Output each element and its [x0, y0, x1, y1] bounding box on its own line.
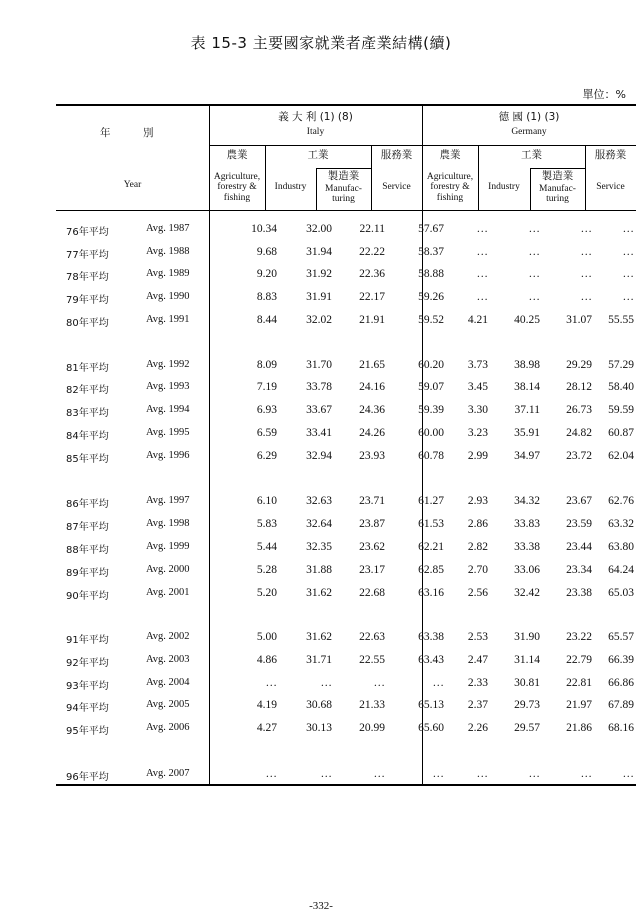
table-row — [56, 541, 636, 557]
col-agri-en: Agriculture, forestry & fishing — [426, 172, 474, 203]
cell-value: 34.32 — [514, 495, 540, 507]
cell-value: 2.99 — [467, 450, 488, 462]
cell-value: 2.26 — [467, 722, 488, 734]
header-subrule — [209, 145, 636, 146]
cell-value: 61.53 — [418, 518, 444, 530]
row-year-en: Avg. 1992 — [146, 359, 190, 370]
cell-value: 60.00 — [418, 427, 444, 439]
cell-value: 60.78 — [418, 450, 444, 462]
cell-value: 66.86 — [608, 677, 634, 689]
row-year-en: Avg. 1989 — [146, 268, 190, 279]
cell-value: 23.72 — [566, 450, 592, 462]
row-year-en: Avg. 1987 — [146, 223, 190, 234]
col-manuf-en: Manufac-turing — [325, 184, 362, 205]
row-year-zh: 90年平均 — [66, 591, 109, 602]
table-row — [56, 246, 636, 262]
cell-value: … — [528, 291, 540, 303]
cell-value: 61.27 — [418, 495, 444, 507]
row-year-en: Avg. 1988 — [146, 246, 190, 257]
cell-value: 23.22 — [566, 631, 592, 643]
cell-value: 63.16 — [418, 587, 444, 599]
col-industry-zh: 工業 — [521, 149, 542, 161]
cell-value: 59.07 — [418, 381, 444, 393]
col-industry-zh: 工業 — [307, 149, 329, 161]
cell-value: 6.59 — [256, 427, 277, 439]
row-year-zh: 79年平均 — [66, 295, 109, 306]
col-manuf-zh: 製造業 — [541, 170, 574, 182]
cell-value: 4.86 — [256, 654, 277, 666]
cell-value: … — [528, 246, 540, 258]
cell-value: 7.19 — [256, 381, 277, 393]
cell-value: 62.76 — [608, 495, 634, 507]
cell-value: 2.86 — [467, 518, 488, 530]
col-industry-en: Industry — [488, 182, 520, 192]
cell-value: 62.85 — [418, 564, 444, 576]
header-subrule — [530, 168, 585, 169]
cell-value: 21.91 — [359, 314, 385, 326]
row-year-zh: 77年平均 — [66, 250, 109, 261]
cell-value: 30.68 — [306, 699, 332, 711]
table-row — [56, 587, 636, 603]
cell-value: 22.36 — [359, 268, 385, 280]
row-year-en: Avg. 2004 — [146, 677, 190, 688]
table-row — [56, 495, 636, 511]
cell-value: 31.71 — [306, 654, 332, 666]
row-year-en: Avg. 1994 — [146, 404, 190, 415]
table-row — [56, 518, 636, 534]
cell-value: … — [373, 677, 385, 689]
cell-value: … — [373, 768, 385, 780]
cell-value: 63.32 — [608, 518, 634, 530]
cell-value: 35.91 — [514, 427, 540, 439]
cell-value: 32.00 — [306, 223, 332, 235]
cell-value: 57.29 — [608, 359, 634, 371]
row-year-zh: 87年平均 — [66, 522, 109, 533]
cell-value: … — [528, 768, 540, 780]
cell-value: 33.67 — [306, 404, 332, 416]
row-year-zh: 95年平均 — [66, 726, 109, 737]
cell-value: 40.25 — [514, 314, 540, 326]
cell-value: … — [432, 768, 444, 780]
cell-value: … — [528, 223, 540, 235]
year-header-zh2: 別 — [143, 127, 154, 139]
cell-value: 20.99 — [359, 722, 385, 734]
row-year-zh: 83年平均 — [66, 408, 109, 419]
cell-value: 8.44 — [256, 314, 277, 326]
cell-value: 2.82 — [467, 541, 488, 553]
cell-value: 59.39 — [418, 404, 444, 416]
row-year-en: Avg. 1991 — [146, 314, 190, 325]
cell-value: 2.93 — [467, 495, 488, 507]
cell-value: 23.17 — [359, 564, 385, 576]
row-year-zh: 96年平均 — [66, 772, 109, 783]
table-row — [56, 699, 636, 715]
cell-value: 68.16 — [608, 722, 634, 734]
row-year-en: Avg. 1990 — [146, 291, 190, 302]
row-year-en: Avg. 2007 — [146, 768, 190, 779]
row-year-zh: 82年平均 — [66, 385, 109, 396]
cell-value: 5.20 — [256, 587, 277, 599]
cell-value: 33.06 — [514, 564, 540, 576]
table-row — [56, 450, 636, 466]
cell-value: 6.29 — [256, 450, 277, 462]
row-year-en: Avg. 1993 — [146, 381, 190, 392]
cell-value: 33.83 — [514, 518, 540, 530]
cell-value: 22.68 — [359, 587, 385, 599]
cell-value: 21.65 — [359, 359, 385, 371]
cell-value: … — [265, 677, 277, 689]
cell-value: 31.07 — [566, 314, 592, 326]
cell-value: 22.17 — [359, 291, 385, 303]
row-year-zh: 81年平均 — [66, 363, 109, 374]
col-service-zh: 服務業 — [380, 149, 413, 161]
cell-value: 60.87 — [608, 427, 634, 439]
cell-value: 3.23 — [467, 427, 488, 439]
cell-value: 31.88 — [306, 564, 332, 576]
cell-value: 21.86 — [566, 722, 592, 734]
cell-value: 23.87 — [359, 518, 385, 530]
cell-value: … — [320, 677, 332, 689]
table-row — [56, 359, 636, 375]
row-year-en: Avg. 1999 — [146, 541, 190, 552]
row-year-zh: 89年平均 — [66, 568, 109, 579]
cell-value: 31.62 — [306, 587, 332, 599]
cell-value: 2.33 — [467, 677, 488, 689]
cell-value: 22.63 — [359, 631, 385, 643]
row-year-en: Avg. 2005 — [146, 699, 190, 710]
cell-value: 30.13 — [306, 722, 332, 734]
cell-value: 26.73 — [566, 404, 592, 416]
cell-value: … — [528, 268, 540, 280]
top-rule — [56, 104, 636, 106]
cell-value: 6.10 — [256, 495, 277, 507]
row-year-zh: 86年平均 — [66, 499, 109, 510]
cell-value: 30.81 — [514, 677, 540, 689]
cell-value: 23.93 — [359, 450, 385, 462]
cell-value: … — [580, 768, 592, 780]
cell-value: … — [476, 268, 488, 280]
cell-value: … — [476, 246, 488, 258]
cell-value: 65.13 — [418, 699, 444, 711]
cell-value: 22.55 — [359, 654, 385, 666]
table-row — [56, 223, 636, 239]
cell-value: … — [320, 768, 332, 780]
col-agri-zh: 農業 — [226, 149, 248, 161]
country-header-germany-en: Germany — [511, 127, 547, 137]
table-row — [56, 654, 636, 670]
page-number: -332- — [309, 900, 333, 912]
cell-value: 32.94 — [306, 450, 332, 462]
cell-value: 38.98 — [514, 359, 540, 371]
cell-value: 31.92 — [306, 268, 332, 280]
cell-value: 24.36 — [359, 404, 385, 416]
country-header-italy-en: Italy — [306, 127, 325, 137]
unit-label: 單位：% — [582, 88, 626, 101]
bottom-rule — [56, 784, 636, 786]
cell-value: 58.88 — [418, 268, 444, 280]
cell-value: 63.38 — [418, 631, 444, 643]
cell-value: 8.09 — [256, 359, 277, 371]
row-year-zh: 88年平均 — [66, 545, 109, 556]
cell-value: 8.83 — [256, 291, 277, 303]
cell-value: 9.68 — [256, 246, 277, 258]
cell-value: 21.33 — [359, 699, 385, 711]
row-year-en: Avg. 2000 — [146, 564, 190, 575]
cell-value: 2.53 — [467, 631, 488, 643]
col-service-en: Service — [382, 182, 411, 192]
cell-value: 37.11 — [514, 404, 540, 416]
table-row — [56, 631, 636, 647]
row-year-zh: 80年平均 — [66, 318, 109, 329]
cell-value: 65.03 — [608, 587, 634, 599]
page-title: 表 15-3 主要國家就業者產業結構(續) — [190, 34, 452, 52]
col-manuf-en: Manufac-turing — [539, 184, 576, 205]
cell-value: 29.57 — [514, 722, 540, 734]
col-agri-zh: 農業 — [439, 149, 461, 161]
col-service-en: Service — [596, 182, 625, 192]
cell-value: 22.81 — [566, 677, 592, 689]
cell-value: 4.27 — [256, 722, 277, 734]
cell-value: 22.11 — [359, 223, 385, 235]
cell-value: … — [622, 246, 634, 258]
cell-value: 62.21 — [418, 541, 444, 553]
cell-value: 9.20 — [256, 268, 277, 280]
cell-value: 3.30 — [467, 404, 488, 416]
table-row — [56, 427, 636, 443]
cell-value: 5.28 — [256, 564, 277, 576]
cell-value: 57.67 — [418, 223, 444, 235]
table-row — [56, 722, 636, 738]
cell-value: 23.59 — [566, 518, 592, 530]
cell-value: 58.37 — [418, 246, 444, 258]
cell-value: 67.89 — [608, 699, 634, 711]
cell-value: 3.45 — [467, 381, 488, 393]
row-year-zh: 91年平均 — [66, 635, 109, 646]
row-year-en: Avg. 1997 — [146, 495, 190, 506]
row-year-zh: 84年平均 — [66, 431, 109, 442]
cell-value: 4.19 — [256, 699, 277, 711]
cell-value: 22.22 — [359, 246, 385, 258]
table-row — [56, 381, 636, 397]
cell-value: 29.73 — [514, 699, 540, 711]
row-year-en: Avg. 1998 — [146, 518, 190, 529]
table-row — [56, 564, 636, 580]
cell-value: 31.70 — [306, 359, 332, 371]
cell-value: … — [476, 291, 488, 303]
cell-value: 2.47 — [467, 654, 488, 666]
table-row — [56, 314, 636, 330]
cell-value: … — [622, 223, 634, 235]
cell-value: … — [622, 768, 634, 780]
cell-value: 32.42 — [514, 587, 540, 599]
col-manuf-zh: 製造業 — [327, 170, 360, 182]
cell-value: 23.67 — [566, 495, 592, 507]
cell-value: 34.97 — [514, 450, 540, 462]
cell-value: … — [476, 768, 488, 780]
cell-value: 21.97 — [566, 699, 592, 711]
cell-value: 60.20 — [418, 359, 444, 371]
cell-value: … — [580, 268, 592, 280]
cell-value: 23.38 — [566, 587, 592, 599]
cell-value: 2.56 — [467, 587, 488, 599]
table-row — [56, 404, 636, 420]
cell-value: 59.52 — [418, 314, 444, 326]
cell-value: … — [580, 246, 592, 258]
cell-value: 59.59 — [608, 404, 634, 416]
cell-value: 33.41 — [306, 427, 332, 439]
row-year-zh: 94年平均 — [66, 703, 109, 714]
cell-value: 65.60 — [418, 722, 444, 734]
cell-value: 32.35 — [306, 541, 332, 553]
row-year-en: Avg. 2006 — [146, 722, 190, 733]
row-year-zh: 76年平均 — [66, 227, 109, 238]
cell-value: 24.26 — [359, 427, 385, 439]
cell-value: 65.57 — [608, 631, 634, 643]
cell-value: … — [580, 291, 592, 303]
country-header-germany: 德 國 (1) (3) — [498, 111, 560, 123]
header-subrule — [316, 168, 371, 169]
cell-value: … — [265, 768, 277, 780]
cell-value: 3.73 — [467, 359, 488, 371]
row-year-zh: 92年平均 — [66, 658, 109, 669]
col-industry-en: Industry — [274, 182, 307, 192]
cell-value: 31.62 — [306, 631, 332, 643]
cell-value: 55.55 — [608, 314, 634, 326]
table-row — [56, 291, 636, 307]
cell-value: 29.29 — [566, 359, 592, 371]
header-bottom-rule — [56, 210, 636, 211]
cell-value: 32.64 — [306, 518, 332, 530]
cell-value: … — [476, 223, 488, 235]
cell-value: … — [580, 223, 592, 235]
row-year-en: Avg. 1995 — [146, 427, 190, 438]
cell-value: 24.16 — [359, 381, 385, 393]
cell-value: 63.80 — [608, 541, 634, 553]
cell-value: 5.00 — [256, 631, 277, 643]
table-row — [56, 768, 636, 784]
cell-value: 32.02 — [306, 314, 332, 326]
table-row — [56, 677, 636, 693]
cell-value: 5.83 — [256, 518, 277, 530]
cell-value: 2.37 — [467, 699, 488, 711]
col-service-zh: 服務業 — [594, 149, 627, 161]
row-year-en: Avg. 2001 — [146, 587, 190, 598]
cell-value: 31.94 — [306, 246, 332, 258]
row-year-zh: 78年平均 — [66, 272, 109, 283]
row-year-zh: 93年平均 — [66, 681, 109, 692]
cell-value: 23.71 — [359, 495, 385, 507]
table-row — [56, 268, 636, 284]
row-year-en: Avg. 2003 — [146, 654, 190, 665]
cell-value: 23.62 — [359, 541, 385, 553]
cell-value: 24.82 — [566, 427, 592, 439]
row-year-en: Avg. 2002 — [146, 631, 190, 642]
row-year-zh: 85年平均 — [66, 454, 109, 465]
cell-value: 63.43 — [418, 654, 444, 666]
cell-value: 23.34 — [566, 564, 592, 576]
cell-value: 4.21 — [467, 314, 488, 326]
cell-value: 32.63 — [306, 495, 332, 507]
cell-value: 6.93 — [256, 404, 277, 416]
cell-value: 59.26 — [418, 291, 444, 303]
cell-value: 22.79 — [566, 654, 592, 666]
cell-value: … — [432, 677, 444, 689]
cell-value: 31.91 — [306, 291, 332, 303]
cell-value: 31.14 — [514, 654, 540, 666]
cell-value: 33.38 — [514, 541, 540, 553]
cell-value: 62.04 — [608, 450, 634, 462]
cell-value: 2.70 — [467, 564, 488, 576]
cell-value: 5.44 — [256, 541, 277, 553]
row-year-en: Avg. 1996 — [146, 450, 190, 461]
cell-value: … — [622, 291, 634, 303]
country-header-italy: 義 大 利 (1) (8) — [278, 111, 353, 123]
year-header-en: Year — [123, 180, 142, 190]
cell-value: 58.40 — [608, 381, 634, 393]
col-agri-en: Agriculture, forestry & fishing — [213, 172, 261, 203]
cell-value: 23.44 — [566, 541, 592, 553]
year-header-zh: 年 — [100, 127, 111, 139]
cell-value: 66.39 — [608, 654, 634, 666]
cell-value: 28.12 — [566, 381, 592, 393]
cell-value: 64.24 — [608, 564, 634, 576]
cell-value: 10.34 — [251, 223, 277, 235]
cell-value: 31.90 — [514, 631, 540, 643]
cell-value: … — [622, 268, 634, 280]
cell-value: 38.14 — [514, 381, 540, 393]
cell-value: 33.78 — [306, 381, 332, 393]
